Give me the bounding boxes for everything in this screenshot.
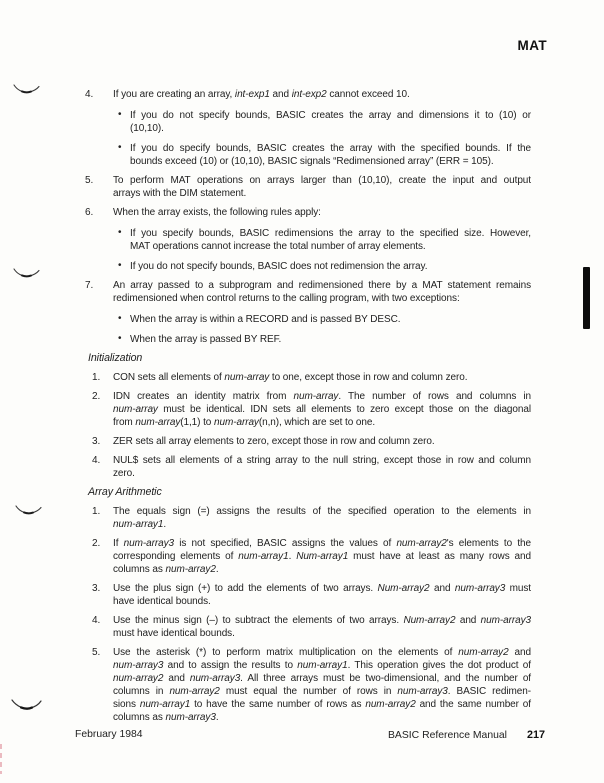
text-line: redimensioned when control returns to the calling program, with two exceptions: — [113, 293, 460, 304]
text-line: columns as num-array2. — [113, 564, 219, 575]
bullet-icon: • — [118, 109, 122, 120]
numbered-item — [85, 174, 531, 200]
text-line: Use the plus sign (+) to add the elements of two arrays. Num-array2 and num-array3 must — [113, 583, 531, 594]
text-line: MAT operations cannot increase the total number of array elements. — [130, 241, 426, 252]
footer-date: February 1984 — [75, 729, 143, 740]
text-line: Use the minus sign (–) to subtract the elements of two arrays. Num-array2 and num-array3 — [113, 615, 531, 626]
numbered-item — [85, 206, 531, 273]
numbered-item — [85, 537, 531, 576]
item-body — [113, 646, 531, 724]
numbered-item — [85, 454, 531, 480]
item-body — [113, 435, 531, 448]
section-heading: Array Arithmetic — [88, 486, 162, 498]
bullet-item — [113, 260, 531, 273]
binder-squiggle-icon — [13, 266, 40, 279]
text-line: (10,10). — [130, 123, 164, 134]
numbered-item — [85, 614, 531, 640]
numbered-item — [85, 505, 531, 531]
paragraph — [130, 142, 531, 168]
numbered-item — [85, 371, 531, 384]
paragraph — [113, 505, 531, 531]
item-body — [113, 454, 531, 480]
section-heading: Initialization — [88, 352, 143, 364]
paragraph — [113, 206, 531, 219]
text-line: must have identical bounds. — [113, 628, 235, 639]
item-body — [113, 279, 531, 346]
paragraph — [113, 371, 531, 384]
item-number: 1. — [92, 506, 101, 517]
paragraph — [130, 260, 531, 273]
text-line: arrays with the DIM statement. — [113, 188, 247, 199]
paragraph — [113, 279, 531, 305]
text-line: zero. — [113, 468, 135, 479]
bullet-list — [113, 313, 531, 346]
paragraph — [113, 614, 531, 640]
text-line: If you are creating an array, int-exp1 and int-exp2 cannot exceed 10. — [113, 89, 410, 100]
bullet-item — [113, 313, 531, 326]
text-line: Use the asterisk (*) to perform matrix multiplication on the elements of num-array2 and — [113, 647, 531, 658]
text-line: If num-array3 is not specified, BASIC assigns the values of num-array2's elements to the — [113, 538, 532, 549]
text-line: num-array2 and num-array3. All three arrays must be two-dimensional, and the number of — [113, 673, 531, 684]
paragraph — [130, 333, 531, 346]
text-line: NUL$ sets all elements of a string array to the null string, except those in row and column — [113, 455, 531, 466]
numbered-item — [85, 88, 531, 168]
text-line: When the array is within a RECORD and is passed BY DESC. — [130, 314, 401, 325]
item-body — [113, 505, 531, 531]
text-line: To perform MAT operations on arrays larger than (10,10), create the input and output — [113, 175, 531, 186]
bullet-list — [113, 227, 531, 273]
bullet-icon: • — [118, 260, 122, 271]
item-body — [113, 582, 531, 608]
text-line: When the array is passed BY REF. — [130, 334, 282, 345]
text-line: corresponding elements of num-array1. Num-array1 must have at least as many rows and — [113, 551, 531, 562]
item-number: 7. — [85, 280, 94, 291]
paragraph — [113, 454, 531, 480]
bullet-icon: • — [118, 333, 122, 344]
document-content — [85, 88, 531, 730]
item-number: 6. — [85, 207, 94, 218]
item-body — [113, 371, 531, 384]
numbered-item — [85, 435, 531, 448]
binder-squiggle-icon — [15, 503, 42, 516]
text-line: When the array exists, the following rules apply: — [113, 207, 321, 218]
right-margin-change-bar — [583, 267, 590, 329]
paragraph — [130, 313, 531, 326]
paragraph — [113, 646, 531, 724]
bullet-item — [113, 227, 531, 253]
item-body — [113, 537, 531, 576]
running-header-title: MAT — [517, 38, 547, 53]
bullet-icon: • — [118, 227, 122, 238]
text-line: ZER sets all array elements to zero, except those in row and column zero. — [113, 436, 435, 447]
text-line: have identical bounds. — [113, 596, 211, 607]
paragraph — [113, 582, 531, 608]
bullet-item — [113, 333, 531, 346]
item-body — [113, 88, 531, 168]
footer-right — [388, 729, 545, 741]
item-number: 4. — [85, 89, 94, 100]
text-line: IDN creates an identity matrix from num-array. The number of rows and columns in — [113, 391, 531, 402]
text-line: The equals sign (=) assigns the results of the specified operation to the elements in — [113, 506, 531, 517]
text-line: from num-array(1,1) to num-array(n,n), which are set to one. — [113, 417, 376, 428]
item-number: 5. — [85, 175, 94, 186]
item-number: 4. — [92, 615, 101, 626]
paragraph — [130, 227, 531, 253]
paragraph — [130, 109, 531, 135]
item-number: 2. — [92, 391, 101, 402]
item-body — [113, 174, 531, 200]
paragraph — [113, 390, 531, 429]
page-edge-artifact — [0, 744, 2, 774]
bullet-item — [113, 109, 531, 135]
item-body — [113, 614, 531, 640]
text-line: CON sets all elements of num-array to one, except those in row and column zero. — [113, 372, 468, 383]
item-number: 5. — [92, 647, 101, 658]
footer-manual-title: BASIC Reference Manual — [388, 730, 507, 741]
item-number: 4. — [92, 455, 101, 466]
numbered-item — [85, 646, 531, 724]
text-line: If you specify bounds, BASIC redimensions the array to the specified size. However, — [130, 228, 531, 239]
paragraph — [113, 174, 531, 200]
item-number: 2. — [92, 538, 101, 549]
item-body — [113, 390, 531, 429]
text-line: num-array must be identical. IDN sets all elements to zero except those on the diagonal — [113, 404, 531, 415]
item-number: 1. — [92, 372, 101, 383]
paragraph — [113, 537, 531, 576]
bullet-icon: • — [118, 313, 122, 324]
text-line: If you do not specify bounds, BASIC does not redimension the array. — [130, 261, 428, 272]
item-number: 3. — [92, 583, 101, 594]
text-line: num-array3 and to assign the results to num-array1. This operation gives the dot product of — [113, 660, 531, 671]
bullet-list — [113, 109, 531, 168]
text-line: bounds exceed (10) or (10,10), BASIC signals “Redimensioned array” (ERR = 105). — [130, 156, 494, 167]
bullet-item — [113, 142, 531, 168]
item-number: 3. — [92, 436, 101, 447]
text-line: If you do specify bounds, BASIC creates the array with the specified bounds. If the — [130, 143, 531, 154]
text-line: An array passed to a subprogram and redimensioned there by a MAT statement remains — [113, 280, 531, 291]
numbered-item — [85, 279, 531, 346]
bullet-icon: • — [118, 142, 122, 153]
text-line: num-array1. — [113, 519, 167, 530]
binder-squiggle-icon — [13, 82, 40, 95]
paragraph — [113, 88, 531, 101]
numbered-item — [85, 582, 531, 608]
text-line: sions num-array1 to have the same number of rows as num-array2 and the same number of — [113, 699, 531, 710]
binder-squiggle-icon — [11, 696, 42, 712]
text-line: columns as num-array3. — [113, 712, 219, 723]
footer-page-number: 217 — [526, 729, 545, 741]
text-line: columns in num-array2 must equal the number of rows in num-array3. BASIC redimen- — [113, 686, 531, 697]
item-body — [113, 206, 531, 273]
text-line: If you do not specify bounds, BASIC creates the array and dimensions it to (10) or — [130, 110, 531, 121]
paragraph — [113, 435, 531, 448]
numbered-item — [85, 390, 531, 429]
